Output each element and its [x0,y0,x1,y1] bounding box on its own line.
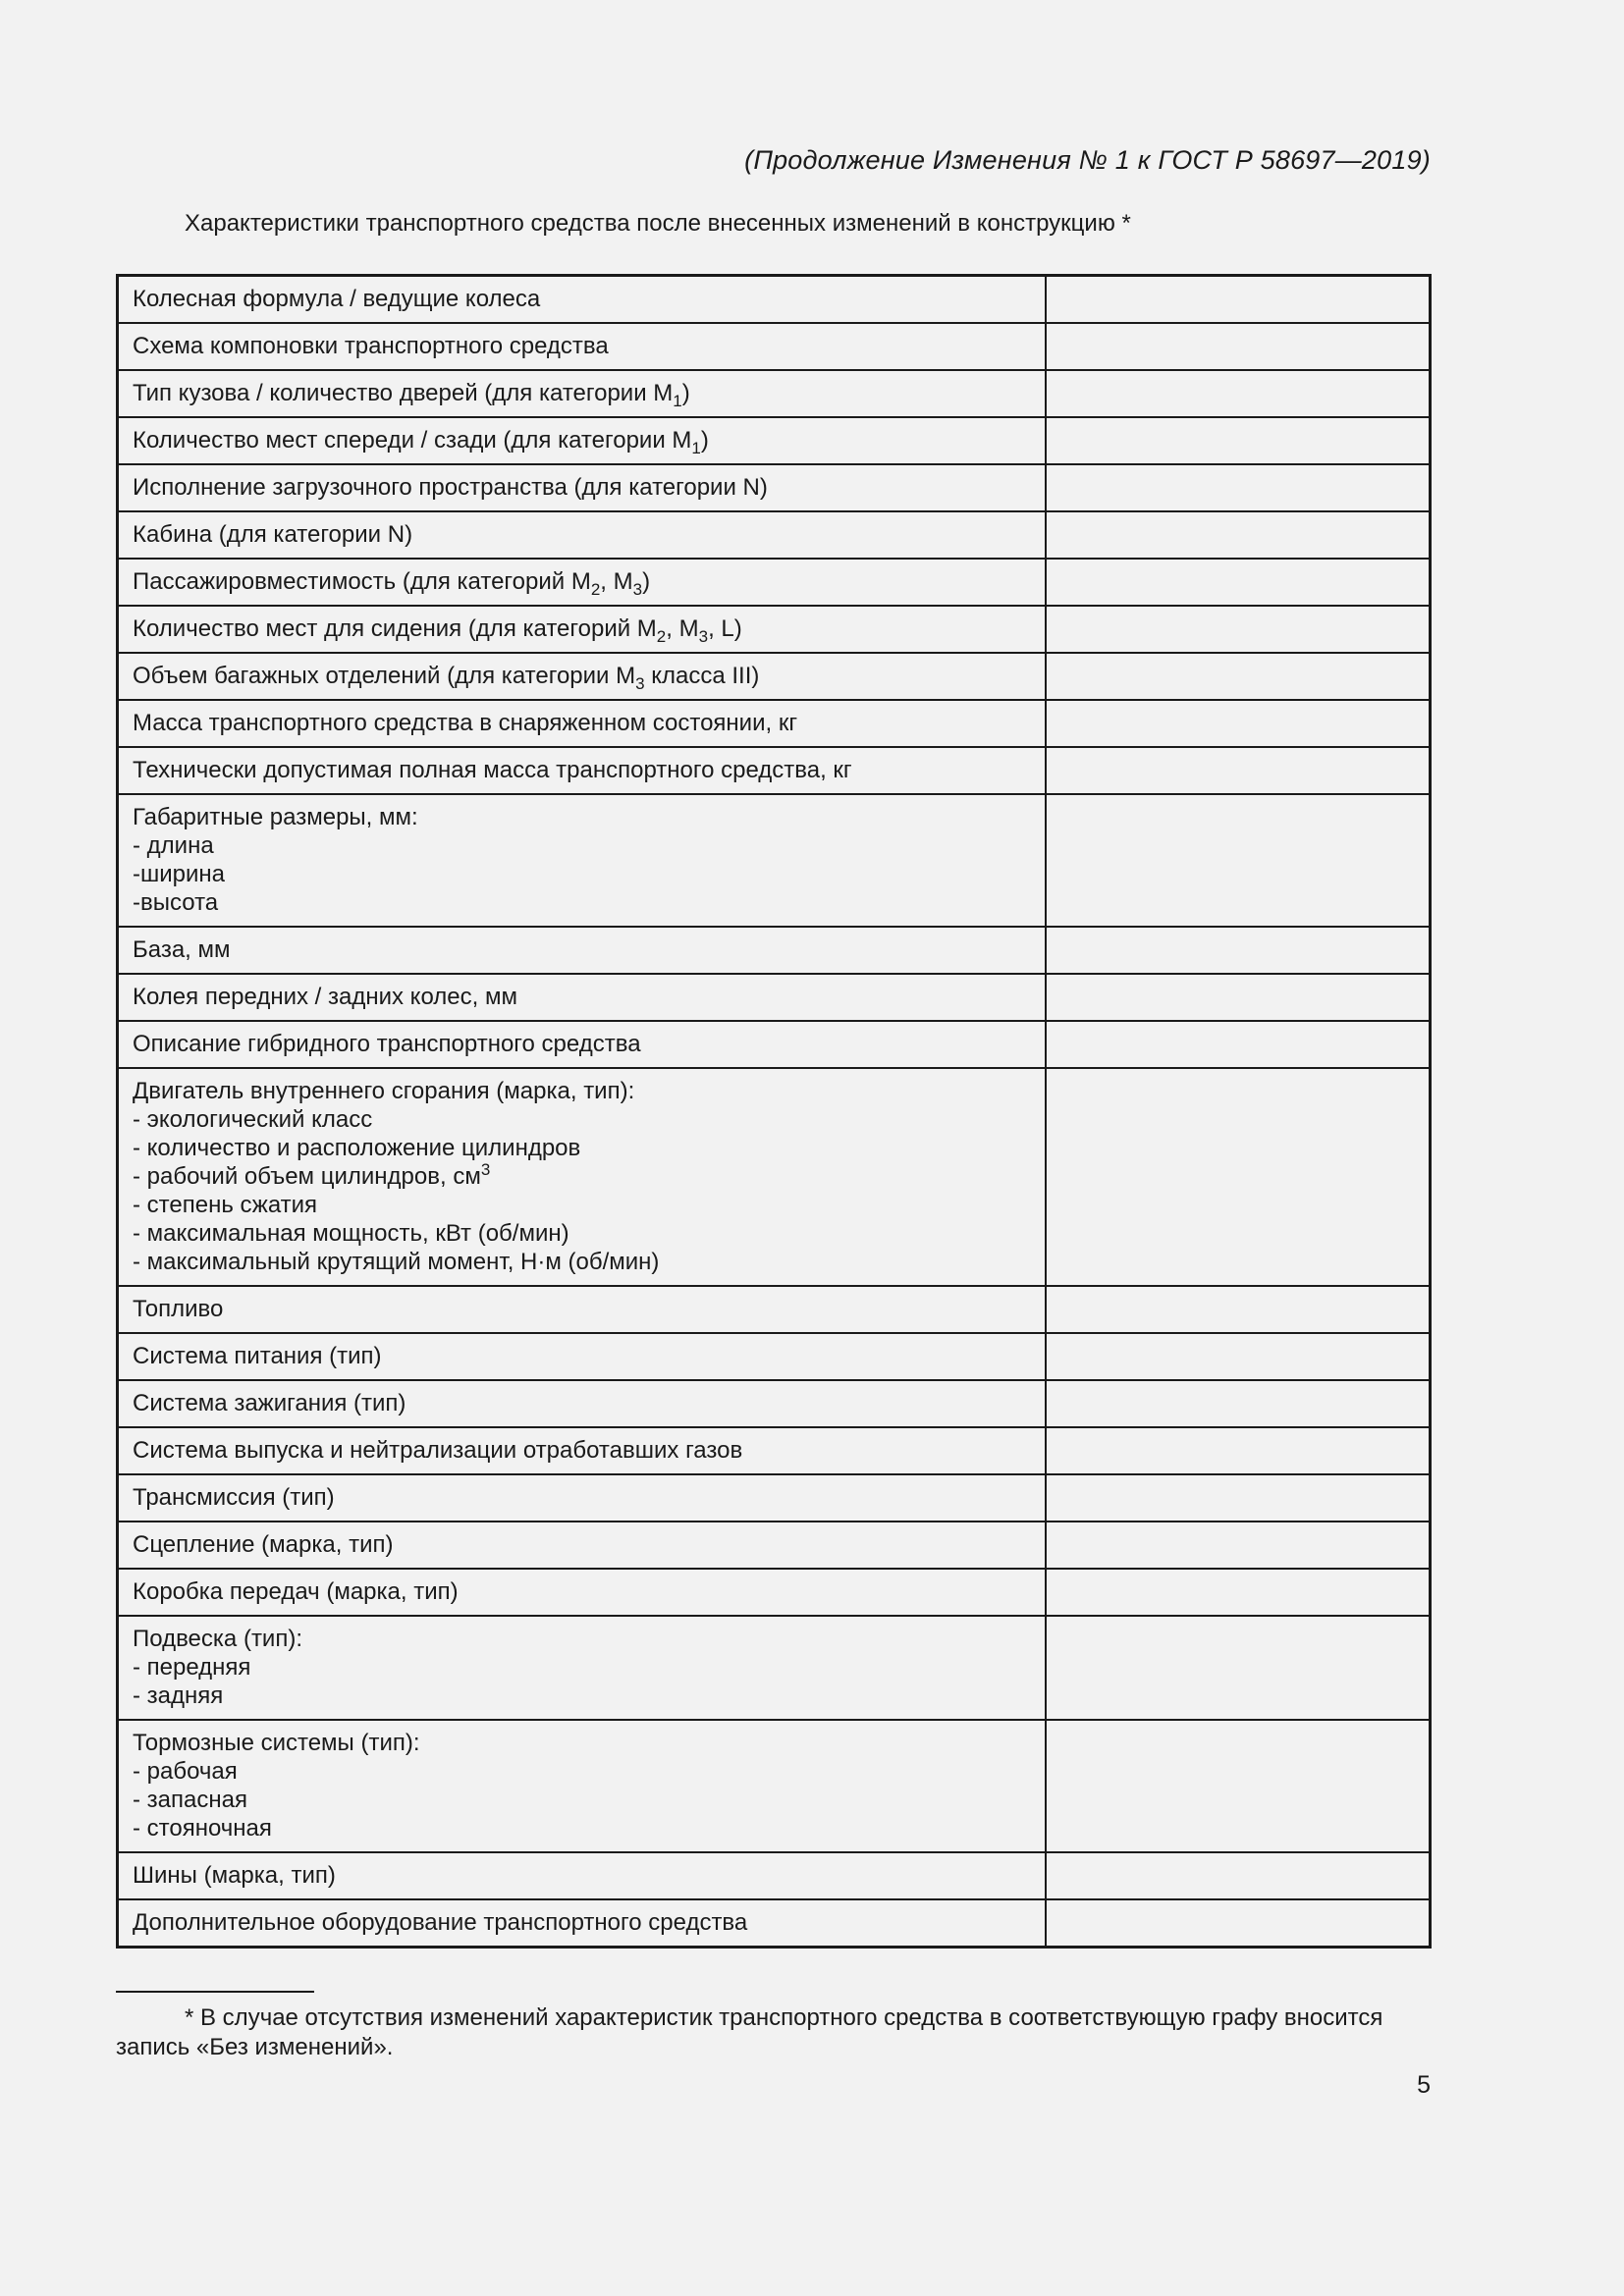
table-row [118,700,1431,747]
page-number: 5 [1417,2071,1431,2099]
parameter-line [133,1483,1031,1512]
value-cell [1046,323,1431,370]
table-row [118,1021,1431,1068]
parameter-text: Топливо [133,1296,224,1322]
characteristics-table-body [118,276,1431,1948]
parameter-text: Пассажировместимость (для категорий М [133,568,591,595]
table-caption: Характеристики транспортного средства после внесенных изменений в конструкцию * [185,210,1131,237]
parameter-cell [118,794,1047,927]
parameter-cell [118,370,1047,417]
parameter-line [133,803,1031,831]
parameter-text: - задняя [133,1682,224,1709]
value-cell [1046,1720,1431,1852]
value-cell [1046,1286,1431,1333]
parameter-text: Кабина (для категории N) [133,521,413,548]
parameter-cell [118,1522,1047,1569]
parameter-cell [118,417,1047,464]
parameter-line [133,983,1031,1011]
parameter-after: ) [700,427,709,454]
parameter-text: Масса транспортного средства в снаряженном состоянии, кг [133,710,798,736]
parameter-line [133,1105,1031,1134]
parameter-text: Дополнительное оборудование транспортного средства [133,1909,748,1936]
parameter-line [133,1577,1031,1606]
parameter-text: -ширина [133,861,226,887]
parameter-text: - степень сжатия [133,1192,318,1218]
parameter-line [133,1248,1031,1276]
value-cell [1046,1474,1431,1522]
parameter-line [133,1191,1031,1219]
parameter-text: Габаритные размеры, мм: [133,804,418,830]
value-cell [1046,276,1431,324]
parameter-text: - количество и расположение цилиндров [133,1135,581,1161]
parameter-text: - экологический класс [133,1106,373,1133]
table-row [118,1333,1431,1380]
parameter-sub: 1 [673,392,682,410]
footnote: * В случае отсутствия изменений характеристик транспортного средства в соответствующую графу вносится запись «Без изменений». [116,2004,1383,2060]
parameter-text: - запасная [133,1787,247,1813]
parameter-cell [118,511,1047,559]
value-cell [1046,1021,1431,1068]
table-row [118,464,1431,511]
parameter-line [133,860,1031,888]
table-row [118,417,1431,464]
table-row [118,1569,1431,1616]
table-row [118,653,1431,700]
value-cell [1046,1333,1431,1380]
parameter-after: класса III) [644,663,760,689]
table-row [118,370,1431,417]
parameter-line [133,1625,1031,1653]
parameter-text: Описание гибридного транспортного средства [133,1031,641,1057]
parameter-text: - передняя [133,1654,251,1681]
parameter-text: - длина [133,832,214,859]
table-row [118,1380,1431,1427]
parameter-mid: , М [666,615,699,642]
characteristics-table [116,274,1432,1949]
parameter-line [133,1530,1031,1559]
value-cell [1046,1380,1431,1427]
value-cell [1046,794,1431,927]
table-row [118,1899,1431,1948]
parameter-cell [118,1427,1047,1474]
value-cell [1046,511,1431,559]
parameter-line [133,709,1031,737]
parameter-line [133,1030,1031,1058]
parameter-line [133,1908,1031,1937]
parameter-line [133,1342,1031,1370]
table-row [118,1474,1431,1522]
parameter-text: Объем багажных отделений (для категории М [133,663,636,689]
parameter-cell [118,927,1047,974]
parameter-sub: 2 [656,627,667,646]
parameter-line [133,1134,1031,1162]
value-cell [1046,1569,1431,1616]
parameter-cell [118,606,1047,653]
parameter-text: Колея передних / задних колес, мм [133,984,517,1010]
parameter-cell [118,559,1047,606]
value-cell [1046,1616,1431,1720]
parameter-cell [118,276,1047,324]
table-row [118,927,1431,974]
parameter-line [133,1077,1031,1105]
value-cell [1046,559,1431,606]
parameter-cell [118,464,1047,511]
parameter-line [133,285,1031,313]
value-cell [1046,1899,1431,1948]
parameter-text: Система зажигания (тип) [133,1390,406,1416]
parameter-text: Исполнение загрузочного пространства (для категории N) [133,474,768,501]
parameter-sub: 2 [590,580,601,599]
parameter-text: Шины (марка, тип) [133,1862,336,1889]
table-row [118,1286,1431,1333]
table-row [118,606,1431,653]
parameter-line [133,332,1031,360]
parameter-text: - максимальная мощность, кВт (об/мин) [133,1220,569,1247]
parameter-cell [118,1286,1047,1333]
parameter-cell [118,653,1047,700]
parameter-cell [118,323,1047,370]
parameter-line [133,831,1031,860]
table-row [118,747,1431,794]
value-cell [1046,927,1431,974]
parameter-line [133,1219,1031,1248]
parameter-line [133,1861,1031,1890]
value-cell [1046,464,1431,511]
parameter-after: ) [642,568,651,595]
table-row [118,1852,1431,1899]
parameter-cell [118,1380,1047,1427]
footnote-divider [116,1991,314,1993]
parameter-line [133,756,1031,784]
parameter-cell [118,1333,1047,1380]
parameter-line [133,1653,1031,1682]
parameter-text: - рабочий объем цилиндров, см [133,1163,481,1190]
parameter-cell [118,1021,1047,1068]
parameter-line [133,520,1031,549]
parameter-mid: , М [600,568,633,595]
value-cell [1046,974,1431,1021]
table-row [118,1068,1431,1286]
parameter-line [133,1295,1031,1323]
parameter-line [133,1729,1031,1757]
parameter-line [133,1786,1031,1814]
parameter-line [133,888,1031,917]
parameter-line [133,935,1031,964]
parameter-sup: 3 [480,1160,491,1179]
value-cell [1046,653,1431,700]
parameter-line [133,379,1031,410]
value-cell [1046,1427,1431,1474]
parameter-sub: 1 [691,439,701,457]
parameter-text: Количество мест спереди / сзади (для категории М [133,427,692,454]
parameter-text: - рабочая [133,1758,238,1785]
table-row [118,511,1431,559]
parameter-text: Колесная формула / ведущие колеса [133,286,541,312]
value-cell [1046,1522,1431,1569]
value-cell [1046,606,1431,653]
value-cell [1046,417,1431,464]
parameter-line [133,1814,1031,1842]
table-row [118,1427,1431,1474]
parameter-text: Схема компоновки транспортного средства [133,333,609,359]
parameter-cell [118,1720,1047,1852]
parameter-text: Трансмиссия (тип) [133,1484,335,1511]
parameter-cell [118,1569,1047,1616]
parameter-cell [118,700,1047,747]
parameter-text: Тормозные системы (тип): [133,1730,420,1756]
parameter-text: База, мм [133,936,231,963]
parameter-line [133,567,1031,599]
parameter-line [133,662,1031,693]
parameter-text: Количество мест для сидения (для категорий М [133,615,657,642]
parameter-text: - максимальный крутящий момент, Н·м (об/мин) [133,1249,660,1275]
parameter-text: - стояночная [133,1815,272,1842]
parameter-text: Коробка передач (марка, тип) [133,1578,459,1605]
parameter-text: Тип кузова / количество дверей (для категории М [133,380,674,406]
parameter-cell [118,974,1047,1021]
parameter-sub2: 3 [698,627,709,646]
parameter-text: Сцепление (марка, тип) [133,1531,394,1558]
parameter-cell [118,747,1047,794]
parameter-line [133,473,1031,502]
value-cell [1046,1068,1431,1286]
parameter-cell [118,1474,1047,1522]
parameter-line [133,1757,1031,1786]
table-row [118,323,1431,370]
parameter-sub2: 3 [632,580,643,599]
parameter-cell [118,1616,1047,1720]
table-row [118,1720,1431,1852]
value-cell [1046,700,1431,747]
value-cell [1046,370,1431,417]
table-row [118,276,1431,324]
parameter-line [133,1436,1031,1465]
parameter-line [133,1162,1031,1191]
continuation-header: (Продолжение Изменения № 1 к ГОСТ Р 58697—2019) [744,145,1431,175]
table-row [118,1522,1431,1569]
parameter-cell [118,1852,1047,1899]
parameter-line [133,614,1031,646]
table-row [118,974,1431,1021]
parameter-after: , L) [708,615,742,642]
table-row [118,1616,1431,1720]
table-row [118,559,1431,606]
parameter-text: Система питания (тип) [133,1343,382,1369]
parameter-cell [118,1899,1047,1948]
parameter-line [133,1389,1031,1417]
parameter-after: ) [681,380,690,406]
parameter-text: -высота [133,889,219,916]
table-row [118,794,1431,927]
parameter-cell [118,1068,1047,1286]
value-cell [1046,1852,1431,1899]
parameter-sub: 3 [635,674,645,693]
value-cell [1046,747,1431,794]
parameter-line [133,1682,1031,1710]
parameter-text: Технически допустимая полная масса транспортного средства, кг [133,757,852,783]
parameter-text: Двигатель внутреннего сгорания (марка, тип): [133,1078,635,1104]
parameter-text: Система выпуска и нейтрализации отработавших газов [133,1437,743,1464]
parameter-text: Подвеска (тип): [133,1626,302,1652]
parameter-line [133,426,1031,457]
